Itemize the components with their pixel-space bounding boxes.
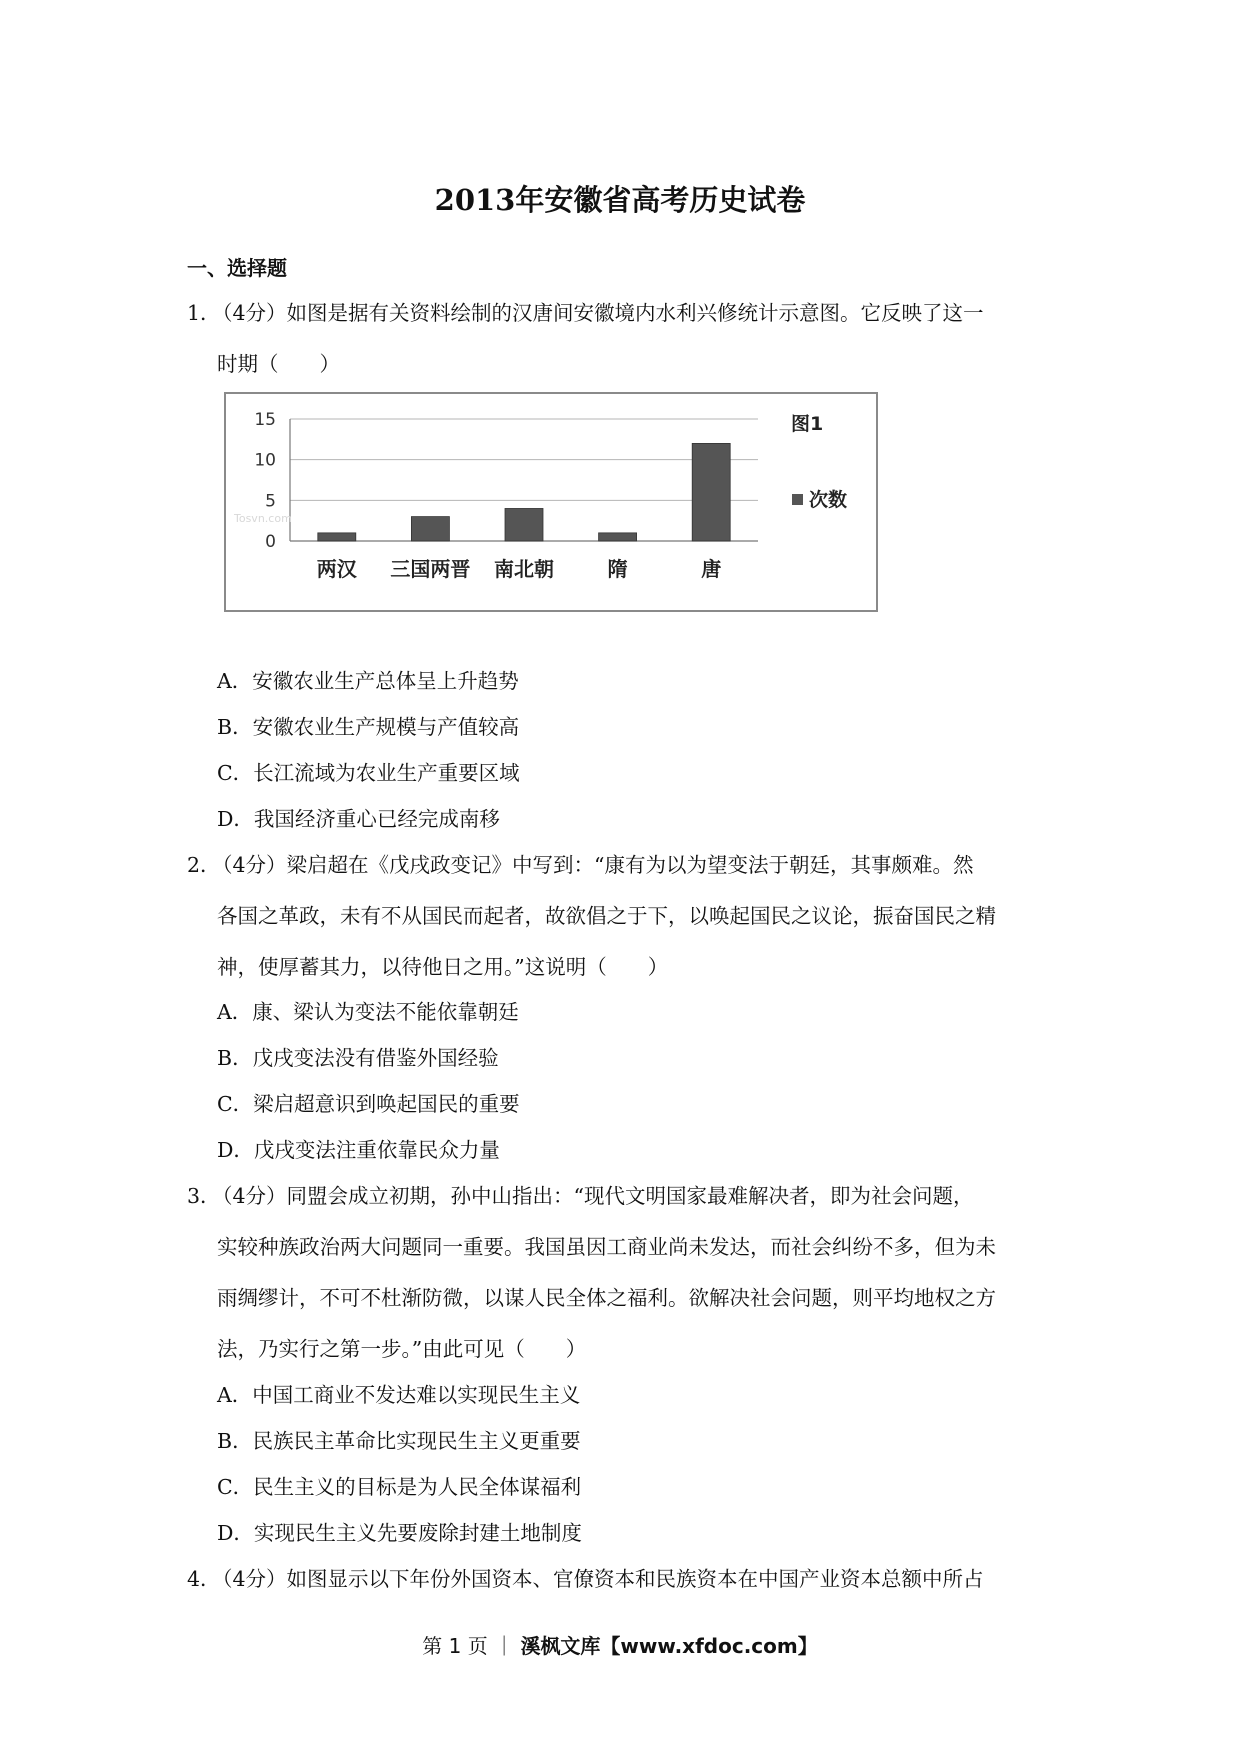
question-number: 1． bbox=[187, 301, 221, 325]
y-tick-label: 15 bbox=[254, 410, 276, 430]
page-number: 第 1 页 bbox=[422, 1634, 488, 1658]
section-heading: 一、选择题 bbox=[187, 256, 287, 280]
chart-title: 图1 bbox=[791, 413, 824, 435]
question-stem-line: 时期（ ） bbox=[217, 352, 340, 376]
option-b: B．安徽农业生产规模与产值较高 bbox=[217, 715, 520, 739]
x-tick-label: 南北朝 bbox=[494, 557, 554, 581]
question-number: 2． bbox=[187, 853, 221, 877]
option-c: C．长江流域为农业生产重要区域 bbox=[217, 761, 520, 785]
option-d: D．我国经济重心已经完成南移 bbox=[217, 807, 500, 831]
x-tick-label: 隋 bbox=[607, 557, 628, 581]
option-d: D．戊戌变法注重依靠民众力量 bbox=[217, 1138, 500, 1162]
bar-2 bbox=[411, 517, 449, 541]
legend-label: 次数 bbox=[809, 489, 848, 511]
y-tick-label: 0 bbox=[265, 532, 276, 552]
x-tick-label: 两汉 bbox=[316, 557, 357, 581]
x-tick-label: 唐 bbox=[701, 557, 722, 581]
bar-3 bbox=[505, 508, 543, 541]
bar-5 bbox=[692, 443, 730, 541]
question-number: 3． bbox=[187, 1184, 221, 1208]
question-stem-line: 各国之革政，未有不从国民而起者，故欲倡之于下，以唤起国民之议论，振奋国民之精 bbox=[217, 904, 996, 928]
x-tick-label: 三国两晋 bbox=[390, 557, 471, 581]
question-stem-line: （4分）如图显示以下年份外国资本、官僚资本和民族资本在中国产业资本总额中所占 bbox=[212, 1567, 984, 1591]
bar-chart-figure-1 bbox=[224, 392, 878, 612]
question-number: 4． bbox=[187, 1567, 221, 1591]
question-stem-line: （4分）同盟会成立初期，孙中山指出：“现代文明国家最难解决者，即为社会问题， bbox=[212, 1184, 974, 1208]
footer-source: 溪枫文库【www.xfdoc.com】 bbox=[520, 1634, 818, 1658]
y-tick-label: 5 bbox=[265, 491, 276, 512]
page-footer bbox=[0, 1630, 1240, 1659]
option-b: B．戊戌变法没有借鉴外国经验 bbox=[217, 1046, 499, 1070]
page-title: 2013年安徽省高考历史试卷 bbox=[434, 183, 806, 217]
legend-swatch bbox=[792, 494, 803, 505]
watermark-text: Tosvn.com bbox=[234, 512, 292, 525]
option-a: A．安徽农业生产总体呈上升趋势 bbox=[217, 669, 519, 693]
question-stem-line: 雨绸缪计，不可不杜渐防微，以谋人民全体之福利。欲解决社会问题，则平均地权之方 bbox=[217, 1286, 996, 1310]
question-stem-line: （4分）如图是据有关资料绘制的汉唐间安徽境内水利兴修统计示意图。它反映了这一 bbox=[212, 301, 984, 325]
option-a: A．中国工商业不发达难以实现民生主义 bbox=[217, 1383, 581, 1407]
bar-chart-svg bbox=[226, 394, 876, 610]
y-tick-label: 10 bbox=[254, 450, 276, 471]
option-a: A．康、梁认为变法不能依靠朝廷 bbox=[217, 1000, 519, 1024]
bar-4 bbox=[599, 533, 637, 541]
footer-separator: ｜ bbox=[494, 1634, 515, 1658]
option-d: D．实现民生主义先要废除封建土地制度 bbox=[217, 1521, 582, 1545]
question-stem-line: 实较种族政治两大问题同一重要。我国虽因工商业尚未发达，而社会纠纷不多，但为未 bbox=[217, 1235, 996, 1259]
question-stem-line: （4分）梁启超在《戊戌政变记》中写到：“康有为以为望变法于朝廷，其事颇难。然 bbox=[212, 853, 974, 877]
option-c: C．民生主义的目标是为人民全体谋福利 bbox=[217, 1475, 582, 1499]
question-stem-line: 法，乃实行之第一步。”由此可见（ ） bbox=[217, 1337, 587, 1361]
option-b: B．民族民主革命比实现民生主义更重要 bbox=[217, 1429, 581, 1453]
question-stem-line: 神，使厚蓄其力，以待他日之用。”这说明（ ） bbox=[217, 955, 669, 979]
bar-1 bbox=[318, 533, 356, 541]
option-c: C．梁启超意识到唤起国民的重要 bbox=[217, 1092, 520, 1116]
